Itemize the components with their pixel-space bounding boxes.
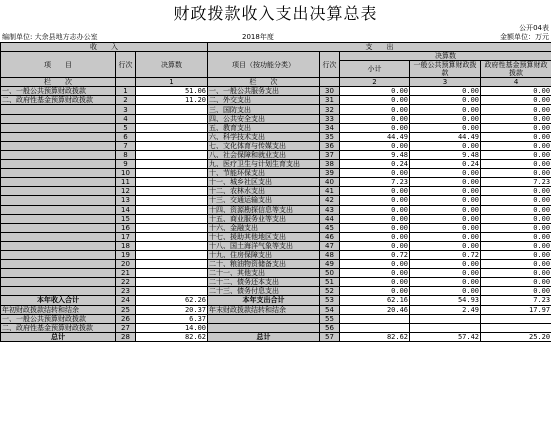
income-line: 28 — [116, 332, 136, 341]
fiscal-year: 2018年度 — [242, 33, 274, 41]
income-final — [136, 250, 208, 259]
subtotal-header: 小计 — [340, 61, 410, 78]
expense-line: 33 — [320, 114, 340, 123]
income-item: 一、一般公共预算财政拨款 — [1, 314, 116, 323]
expense-fund: 0.00 — [481, 96, 551, 105]
income-final — [136, 260, 208, 269]
table-row — [1, 278, 551, 287]
income-line: 14 — [116, 205, 136, 214]
table-row — [1, 169, 551, 178]
income-item — [1, 123, 116, 132]
expense-item: 三、国防支出 — [208, 105, 320, 114]
income-final — [136, 141, 208, 150]
table-row — [1, 114, 551, 123]
expense-item: 十七、援助其他地区支出 — [208, 232, 320, 241]
expense-line: 36 — [320, 141, 340, 150]
expense-general: 0.00 — [410, 269, 481, 278]
expense-item: 十三、交通运输支出 — [208, 196, 320, 205]
income-item — [1, 214, 116, 223]
col-1: 1 — [136, 78, 208, 87]
expense-fund: 0.00 — [481, 260, 551, 269]
income-line: 18 — [116, 241, 136, 250]
expense-fund: 17.97 — [481, 305, 551, 314]
expense-fund: 0.00 — [481, 114, 551, 123]
income-item — [1, 278, 116, 287]
expense-line: 47 — [320, 241, 340, 250]
income-line: 2 — [116, 96, 136, 105]
income-line: 20 — [116, 260, 136, 269]
expense-line: 42 — [320, 196, 340, 205]
expense-line: 49 — [320, 260, 340, 269]
expense-general: 0.00 — [410, 96, 481, 105]
expense-subtotal: 0.00 — [340, 169, 410, 178]
expense-line: 56 — [320, 323, 340, 332]
expense-general: 0.00 — [410, 232, 481, 241]
expense-general: 44.49 — [410, 132, 481, 141]
income-item — [1, 205, 116, 214]
income-item — [1, 250, 116, 259]
expense-item — [208, 314, 320, 323]
expense-item: 总计 — [208, 332, 320, 341]
expense-fund: 0.00 — [481, 278, 551, 287]
expense-fund: 0.00 — [481, 160, 551, 169]
total-row — [1, 323, 551, 332]
expense-general: 9.48 — [410, 150, 481, 159]
expense-subtotal: 0.00 — [340, 269, 410, 278]
expense-subtotal: 0.00 — [340, 260, 410, 269]
expense-subtotal: 82.62 — [340, 332, 410, 341]
expense-fund: 0.00 — [481, 196, 551, 205]
expense-fund: 0.00 — [481, 132, 551, 141]
income-final — [136, 105, 208, 114]
income-final: 51.06 — [136, 87, 208, 96]
income-item: 二、政府性基金预算财政拨款 — [1, 96, 116, 105]
table-row — [1, 223, 551, 232]
income-item: 二、政府性基金预算财政拨款 — [1, 323, 116, 332]
income-item — [1, 287, 116, 296]
income-final — [136, 178, 208, 187]
expense-subtotal: 0.00 — [340, 241, 410, 250]
income-line: 13 — [116, 196, 136, 205]
expense-subtotal: 0.00 — [340, 214, 410, 223]
table-row — [1, 205, 551, 214]
expense-item: 二、外交支出 — [208, 96, 320, 105]
income-item — [1, 160, 116, 169]
table-row — [1, 214, 551, 223]
expense-general: 0.00 — [410, 278, 481, 287]
expense-item: 十五、商业服务业等支出 — [208, 214, 320, 223]
currency-unit: 金额单位：万元 — [500, 33, 549, 41]
income-item — [1, 232, 116, 241]
income-item: 年初财政拨款结转和结余 — [1, 305, 116, 314]
report-title: 财政拨款收入支出决算总表 — [173, 4, 378, 23]
expense-general: 0.00 — [410, 196, 481, 205]
income-item — [1, 196, 116, 205]
income-item — [1, 169, 116, 178]
table-row — [1, 196, 551, 205]
expense-general: 0.00 — [410, 260, 481, 269]
expense-line: 50 — [320, 269, 340, 278]
income-line: 27 — [116, 323, 136, 332]
table-row — [1, 241, 551, 250]
income-item: 本年收入合计 — [1, 296, 116, 305]
expense-subtotal: 0.00 — [340, 105, 410, 114]
income-line: 11 — [116, 178, 136, 187]
income-line: 3 — [116, 105, 136, 114]
col-line2-blank — [320, 78, 340, 87]
expense-general: 54.93 — [410, 296, 481, 305]
table-row — [1, 87, 551, 96]
income-final: 20.37 — [136, 305, 208, 314]
expense-general: 0.00 — [410, 287, 481, 296]
expense-fund: 0.00 — [481, 169, 551, 178]
income-final — [136, 160, 208, 169]
income-item: 一、一般公共预算财政拨款 — [1, 87, 116, 96]
expense-general: 0.72 — [410, 250, 481, 259]
total-row — [1, 305, 551, 314]
income-item — [1, 187, 116, 196]
income-final — [136, 269, 208, 278]
expense-subtotal: 44.49 — [340, 132, 410, 141]
income-line: 24 — [116, 296, 136, 305]
income-item — [1, 269, 116, 278]
income-line: 26 — [116, 314, 136, 323]
expense-fund: 0.00 — [481, 187, 551, 196]
expense-subtotal: 9.48 — [340, 150, 410, 159]
expense-item: 二十一、其他支出 — [208, 269, 320, 278]
expense-line: 44 — [320, 214, 340, 223]
item-func-header: 项目（按功能分类） — [208, 52, 320, 78]
expense-line: 30 — [320, 87, 340, 96]
income-final — [136, 223, 208, 232]
form-number: 公开04表 — [519, 24, 549, 32]
income-line: 12 — [116, 187, 136, 196]
expense-item: 十四、资源勘探信息等支出 — [208, 205, 320, 214]
expense-fund: 0.00 — [481, 214, 551, 223]
expense-line: 46 — [320, 232, 340, 241]
expense-general: 0.00 — [410, 123, 481, 132]
expense-fund: 7.23 — [481, 296, 551, 305]
expense-general: 0.24 — [410, 160, 481, 169]
expense-subtotal: 0.72 — [340, 250, 410, 259]
expense-general: 0.00 — [410, 141, 481, 150]
general-budget-header: 一般公共预算财政拨款 — [410, 61, 481, 78]
budget-summary-table — [0, 42, 551, 342]
col-label-2: 栏 次 — [208, 78, 320, 87]
final2-header: 决算数 — [340, 52, 551, 61]
expense-line: 52 — [320, 287, 340, 296]
table-row — [1, 160, 551, 169]
line-header: 行次 — [116, 52, 136, 78]
expense-item: 五、教育支出 — [208, 123, 320, 132]
table-row — [1, 260, 551, 269]
expense-line: 32 — [320, 105, 340, 114]
income-final: 82.62 — [136, 332, 208, 341]
expense-subtotal: 7.23 — [340, 178, 410, 187]
income-line: 22 — [116, 278, 136, 287]
expense-line: 31 — [320, 96, 340, 105]
expense-fund: 0.00 — [481, 141, 551, 150]
income-item — [1, 178, 116, 187]
income-line: 6 — [116, 132, 136, 141]
total-row — [1, 296, 551, 305]
income-line: 19 — [116, 250, 136, 259]
expense-item: 十九、住房保障支出 — [208, 250, 320, 259]
income-item — [1, 223, 116, 232]
table-row — [1, 287, 551, 296]
expense-general: 0.00 — [410, 187, 481, 196]
expense-general: 0.00 — [410, 241, 481, 250]
income-item — [1, 105, 116, 114]
expense-item: 年末财政拨款结转和结余 — [208, 305, 320, 314]
income-final — [136, 132, 208, 141]
expense-item: 一、一般公共服务支出 — [208, 87, 320, 96]
expense-subtotal: 20.46 — [340, 305, 410, 314]
income-line: 17 — [116, 232, 136, 241]
expense-subtotal: 0.00 — [340, 223, 410, 232]
expense-general: 0.00 — [410, 214, 481, 223]
income-final — [136, 287, 208, 296]
expense-item: 十一、城乡社区支出 — [208, 178, 320, 187]
final-header: 决算数 — [136, 52, 208, 78]
expense-fund: 0.00 — [481, 287, 551, 296]
income-item — [1, 241, 116, 250]
income-item — [1, 141, 116, 150]
expense-item — [208, 323, 320, 332]
expense-item: 七、文化体育与传媒支出 — [208, 141, 320, 150]
income-final — [136, 214, 208, 223]
expense-general: 57.42 — [410, 332, 481, 341]
income-final: 6.37 — [136, 314, 208, 323]
expense-general: 0.00 — [410, 114, 481, 123]
expense-fund: 7.23 — [481, 178, 551, 187]
expense-general: 0.00 — [410, 169, 481, 178]
income-final — [136, 232, 208, 241]
col-line-blank — [116, 78, 136, 87]
income-item — [1, 132, 116, 141]
income-final — [136, 150, 208, 159]
table-row — [1, 250, 551, 259]
expense-line: 39 — [320, 169, 340, 178]
expense-fund: 0.00 — [481, 150, 551, 159]
expense-line: 54 — [320, 305, 340, 314]
expense-subtotal: 0.00 — [340, 87, 410, 96]
expense-line: 55 — [320, 314, 340, 323]
col-2: 2 — [340, 78, 410, 87]
expense-fund: 0.00 — [481, 87, 551, 96]
expense-subtotal: 0.00 — [340, 196, 410, 205]
expense-subtotal: 62.16 — [340, 296, 410, 305]
income-final — [136, 169, 208, 178]
expense-item: 九、医疗卫生与计划生育支出 — [208, 160, 320, 169]
expense-subtotal — [340, 323, 410, 332]
expense-fund: 0.00 — [481, 123, 551, 132]
expense-general: 2.49 — [410, 305, 481, 314]
expense-line: 45 — [320, 223, 340, 232]
income-line: 23 — [116, 287, 136, 296]
expense-line: 40 — [320, 178, 340, 187]
expense-subtotal: 0.00 — [340, 232, 410, 241]
income-item — [1, 260, 116, 269]
expense-general: 0.00 — [410, 178, 481, 187]
expense-line: 41 — [320, 187, 340, 196]
expense-line: 35 — [320, 132, 340, 141]
expense-line: 37 — [320, 150, 340, 159]
income-line: 4 — [116, 114, 136, 123]
expense-item: 十、节能环保支出 — [208, 169, 320, 178]
expense-general: 0.00 — [410, 105, 481, 114]
expense-item: 六、科学技术支出 — [208, 132, 320, 141]
table-row — [1, 105, 551, 114]
expense-fund — [481, 314, 551, 323]
income-final: 14.00 — [136, 323, 208, 332]
expense-item: 十八、国土海洋气象等支出 — [208, 241, 320, 250]
expense-general: 0.00 — [410, 87, 481, 96]
expense-fund: 0.00 — [481, 250, 551, 259]
expense-fund: 25.20 — [481, 332, 551, 341]
expense-fund: 0.00 — [481, 205, 551, 214]
line2-header: 行次 — [320, 52, 340, 78]
expense-subtotal: 0.00 — [340, 96, 410, 105]
income-line: 1 — [116, 87, 136, 96]
table-row — [1, 123, 551, 132]
income-line: 21 — [116, 269, 136, 278]
fund-budget-header: 政府性基金预算财政拨款 — [481, 61, 551, 78]
expense-fund — [481, 323, 551, 332]
expense-fund: 0.00 — [481, 105, 551, 114]
income-final — [136, 123, 208, 132]
item-header: 项 目 — [1, 52, 116, 78]
income-header: 收 入 — [1, 43, 208, 52]
table-row — [1, 269, 551, 278]
income-line: 25 — [116, 305, 136, 314]
expense-fund: 0.00 — [481, 223, 551, 232]
table-row — [1, 178, 551, 187]
income-line: 15 — [116, 214, 136, 223]
expense-subtotal: 0.00 — [340, 187, 410, 196]
expense-subtotal: 0.00 — [340, 114, 410, 123]
expense-subtotal: 0.00 — [340, 287, 410, 296]
expense-header: 支 出 — [208, 43, 551, 52]
table-row — [1, 132, 551, 141]
income-final — [136, 241, 208, 250]
expense-line: 43 — [320, 205, 340, 214]
income-final: 11.20 — [136, 96, 208, 105]
expense-line: 53 — [320, 296, 340, 305]
expense-line: 51 — [320, 278, 340, 287]
expense-fund: 0.00 — [481, 241, 551, 250]
income-line: 7 — [116, 141, 136, 150]
expense-general: 0.00 — [410, 223, 481, 232]
expense-item: 二十、粮油物资储备支出 — [208, 260, 320, 269]
income-final — [136, 187, 208, 196]
expense-subtotal: 0.24 — [340, 160, 410, 169]
expense-fund: 0.00 — [481, 269, 551, 278]
table-row — [1, 141, 551, 150]
expense-item: 二十三、债务付息支出 — [208, 287, 320, 296]
expense-line: 57 — [320, 332, 340, 341]
expense-subtotal — [340, 314, 410, 323]
income-item — [1, 114, 116, 123]
col-4: 4 — [481, 78, 551, 87]
income-line: 9 — [116, 160, 136, 169]
expense-subtotal: 0.00 — [340, 205, 410, 214]
income-final — [136, 114, 208, 123]
income-line: 8 — [116, 150, 136, 159]
table-row — [1, 232, 551, 241]
col-3: 3 — [410, 78, 481, 87]
total-row — [1, 314, 551, 323]
income-item: 总计 — [1, 332, 116, 341]
expense-general: 0.00 — [410, 205, 481, 214]
expense-general — [410, 323, 481, 332]
expense-general — [410, 314, 481, 323]
income-item — [1, 150, 116, 159]
expense-item: 十六、金融支出 — [208, 223, 320, 232]
expense-item: 八、社会保障和就业支出 — [208, 150, 320, 159]
income-line: 5 — [116, 123, 136, 132]
total-row — [1, 332, 551, 341]
income-final — [136, 205, 208, 214]
expense-subtotal: 0.00 — [340, 141, 410, 150]
expense-line: 38 — [320, 160, 340, 169]
expense-item: 本年支出合计 — [208, 296, 320, 305]
income-line: 16 — [116, 223, 136, 232]
expense-item: 四、公共安全支出 — [208, 114, 320, 123]
table-row — [1, 187, 551, 196]
expense-line: 48 — [320, 250, 340, 259]
expense-subtotal: 0.00 — [340, 123, 410, 132]
table-row — [1, 150, 551, 159]
expense-item: 二十二、债务还本支出 — [208, 278, 320, 287]
expense-fund: 0.00 — [481, 232, 551, 241]
table-row — [1, 96, 551, 105]
expense-item: 十二、农林水支出 — [208, 187, 320, 196]
col-label: 栏 次 — [1, 78, 116, 87]
unit-label: 编制单位: 大余县地方志办公室 — [2, 33, 98, 41]
expense-line: 34 — [320, 123, 340, 132]
income-final — [136, 278, 208, 287]
expense-subtotal: 0.00 — [340, 278, 410, 287]
income-line: 10 — [116, 169, 136, 178]
income-final — [136, 196, 208, 205]
income-final: 62.26 — [136, 296, 208, 305]
